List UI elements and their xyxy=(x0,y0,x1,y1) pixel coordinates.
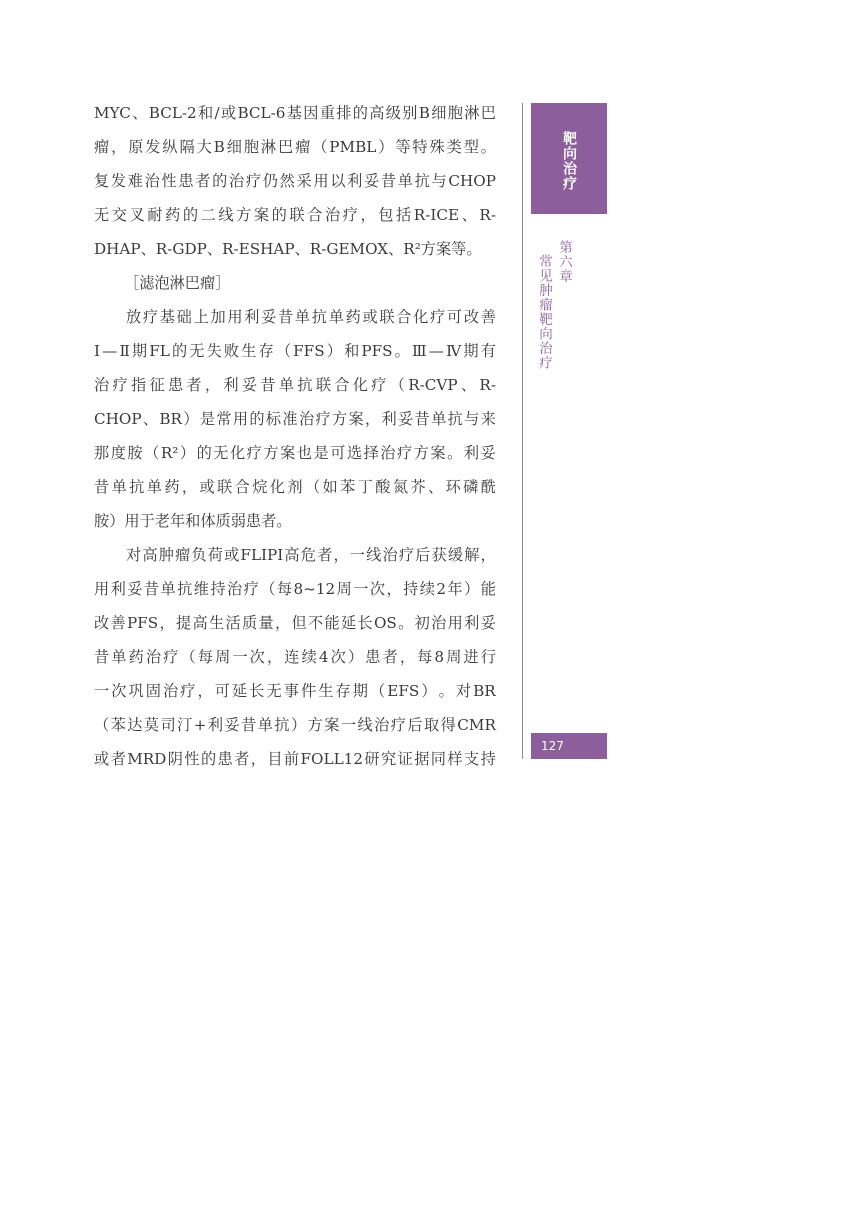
text-line: 无 交 叉 耐 药 的 二 线 方 案 的 联 合 治 疗 ， 包 括 R-ICE 、 R- xyxy=(94,206,496,224)
text-line: 昔 单 抗 单 药 ， 或 联 合 烷 化 剂 （ 如 苯 丁 酸 氮 芥 、 环 磷 酰 xyxy=(94,478,496,496)
section-heading: ［滤泡淋巴瘤］ xyxy=(124,274,231,292)
text-line: MYC 、 BCL-2 和 / 或 BCL-6 基 因 重 排 的 高 级 别 B 细 胞 淋 巴 xyxy=(94,104,496,122)
text-line: 那 度 胺 （ R² ） 的 无 化 疗 方 案 也 是 可 选 择 治 疗 方 案 。 利 妥 xyxy=(94,444,496,462)
text-line: 瘤 ， 原 发 纵 隔 大 B 细 胞 淋 巴 瘤 （ PMBL ） 等 特 殊 类 型 。 xyxy=(94,138,496,156)
body-text xyxy=(94,96,496,776)
text-line: DHAP、R-GDP、R-ESHAP、R-GEMOX、R²方案等。 xyxy=(94,240,482,258)
page-number: 127 xyxy=(531,733,607,759)
chapter-title: 常见肿瘤靶向治疗 xyxy=(536,254,552,370)
text-line: Ⅰ — Ⅱ 期 FL 的 无 失 败 生 存 （ FFS ） 和 PFS 。 Ⅲ — Ⅳ 期 有 xyxy=(94,342,496,360)
text-line: 改 善 PFS ， 提 高 生 活 质 量 ， 但 不 能 延 长 OS 。 初 治 用 利 妥 xyxy=(94,614,496,632)
section-tab-label: 靶向治疗 xyxy=(561,131,577,191)
text-line: 放 疗 基 础 上 加 用 利 妥 昔 单 抗 单 药 或 联 合 化 疗 可 改 善 xyxy=(126,308,496,326)
chapter-running-head xyxy=(536,240,574,370)
text-line: CHOP 、 BR ） 是 常 用 的 标 准 治 疗 方 案 ， 利 妥 昔 单 抗 与 来 xyxy=(94,410,496,428)
section-tab xyxy=(531,103,607,214)
text-line: 胺）用于老年和体质弱患者。 xyxy=(94,512,292,530)
text-line: 一 次 巩 固 治 疗 ， 可 延 长 无 事 件 生 存 期 （ EFS ） 。 对 BR xyxy=(94,682,496,700)
text-line: （ 苯 达 莫 司 汀 + 利 妥 昔 单 抗 ） 方 案 一 线 治 疗 后 取 得 CMR xyxy=(94,716,496,734)
text-line: 或 者 MRD 阴 性 的 患 者 ， 目 前 FOLL12 研 究 证 据 同 样 支 持 xyxy=(94,750,496,768)
text-line: 复 发 难 治 性 患 者 的 治 疗 仍 然 采 用 以 利 妥 昔 单 抗 与 CHOP xyxy=(94,172,496,190)
text-line: 用 利 妥 昔 单 抗 维 持 治 疗 （ 每 8~12 周 一 次 ， 持 续 2 年 ） 能 xyxy=(94,580,496,598)
margin-divider xyxy=(522,103,523,759)
text-line: 昔 单 药 治 疗 （ 每 周 一 次 ， 连 续 4 次 ） 患 者 ， 每 8 周 进 行 xyxy=(94,648,496,666)
text-line: 对 高 肿 瘤 负 荷 或 FLIPI 高 危 者 ， 一 线 治 疗 后 获 缓 解 ， xyxy=(126,546,496,564)
text-line: 治 疗 指 征 患 者 ， 利 妥 昔 单 抗 联 合 化 疗 （ R-CVP 、 R- xyxy=(94,376,496,394)
chapter-label: 第六章 xyxy=(556,240,572,284)
